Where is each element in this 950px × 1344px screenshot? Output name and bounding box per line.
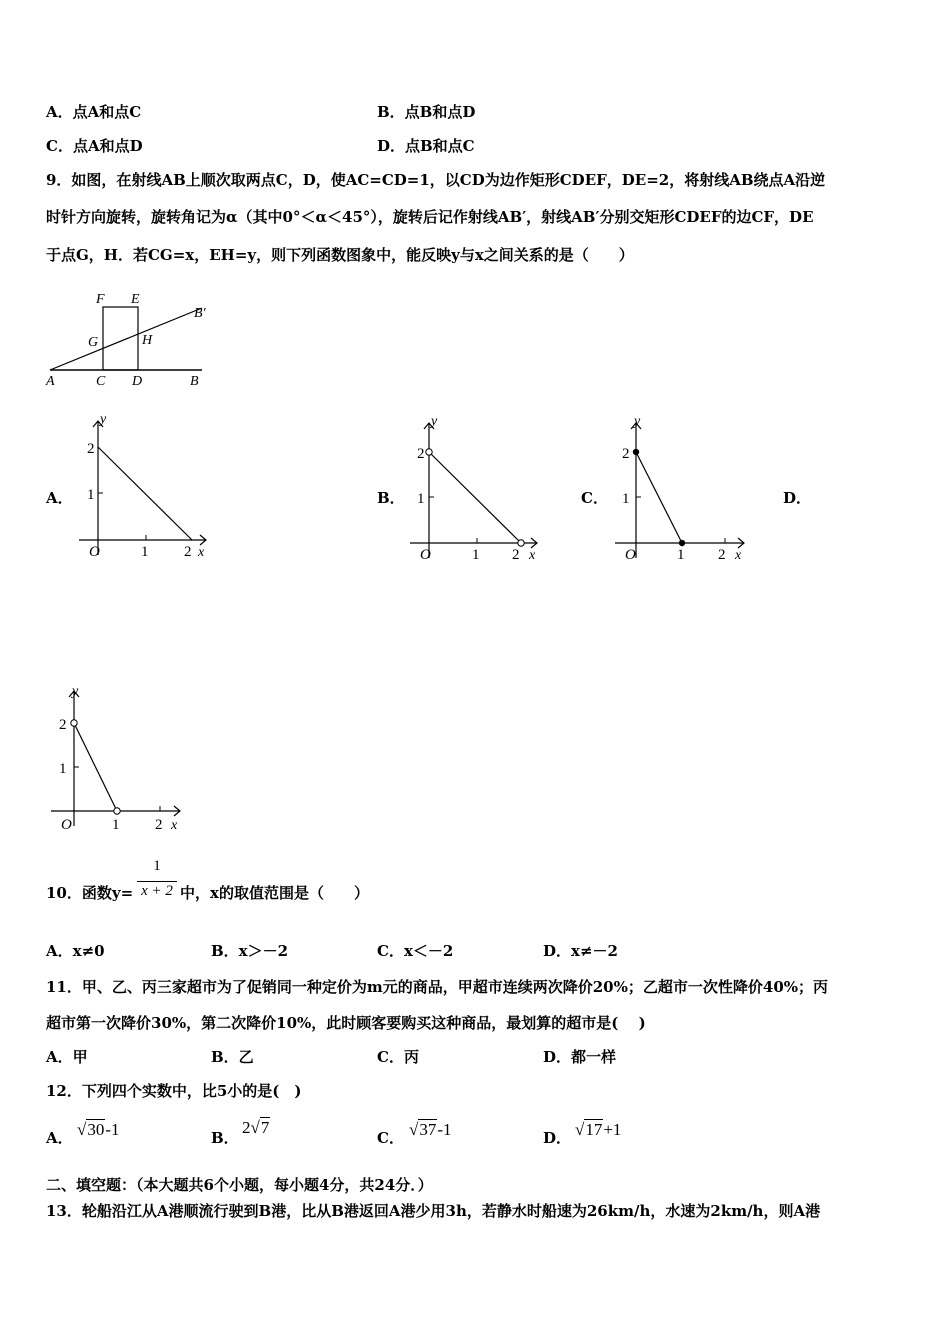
q9-geometry-figure [40, 285, 220, 390]
svg-text:O: O [61, 817, 72, 833]
svg-text:x: x [171, 818, 178, 833]
q10-option-d: D．x≠－2 [543, 942, 618, 960]
svg-text:1: 1 [141, 544, 149, 560]
q11-option-b: B．乙 [211, 1048, 254, 1066]
q8-option-c: C．点A和点D [46, 137, 143, 155]
q12-option-c-label: C． [377, 1129, 404, 1147]
svg-text:1: 1 [59, 761, 67, 777]
svg-text:x: x [198, 545, 205, 560]
svg-text:O: O [420, 547, 431, 563]
svg-text:2: 2 [512, 547, 520, 563]
q9-option-c-label: C． [581, 489, 608, 507]
q10-fraction-bar [137, 881, 177, 882]
q12-option-c-expr: √37-1 [409, 1120, 452, 1139]
q10-option-a: A．x≠0 [46, 942, 105, 960]
q9-stem-line3: 于点G，H．若CG=x，EH=y，则下列函数图象中，能反映y与x之间关系的是（ ） [46, 246, 634, 264]
svg-text:y: y [72, 684, 79, 699]
q9-stem-line1: 9．如图，在射线AB上顺次取两点C，D，使AC=CD=1，以CD为边作矩形CDEF，DE=2，将射线AB绕点A沿逆 [46, 171, 826, 189]
label-B: B [190, 374, 199, 389]
svg-text:O: O [625, 547, 636, 563]
svg-text:1: 1 [622, 491, 630, 507]
q12-option-a-expr: √30-1 [77, 1120, 120, 1139]
q12-option-b-expr: 2√7 [242, 1118, 270, 1137]
label-D: D [132, 374, 143, 389]
q12-stem: 12．下列四个实数中，比5小的是( ) [46, 1082, 302, 1100]
svg-text:2: 2 [622, 446, 630, 462]
svg-text:y: y [100, 412, 107, 427]
q11-option-c: C．丙 [377, 1048, 419, 1066]
svg-text:x: x [735, 548, 742, 563]
svg-text:2: 2 [184, 544, 192, 560]
svg-text:1: 1 [472, 547, 480, 563]
svg-text:2: 2 [417, 446, 425, 462]
q11-option-d: D．都一样 [543, 1048, 617, 1066]
q10-prefix: 10．函数y= [46, 884, 134, 902]
q13-stem-line1: 13．轮船沿江从A港顺流行驶到B港，比从B港返回A港少用3h，若静水时船速为26km/h，水速为2km/h，则A港 [46, 1202, 821, 1220]
q8-option-a: A．点A和点C [46, 103, 142, 121]
q10-fraction-numerator: 1 [153, 858, 161, 874]
q10-option-c: C．x＜－2 [377, 942, 454, 960]
label-C: C [96, 374, 106, 389]
label-Bprime: B′ [194, 306, 206, 321]
svg-text:2: 2 [155, 817, 163, 833]
svg-text:O: O [89, 544, 100, 560]
q8-option-d: D．点B和点C [377, 137, 475, 155]
svg-text:2: 2 [59, 717, 67, 733]
label-E: E [131, 292, 140, 307]
q10-suffix: 中，x的取值范围是（ ） [180, 884, 369, 902]
q11-option-a: A．甲 [46, 1048, 88, 1066]
q12-option-d-label: D． [543, 1129, 572, 1147]
svg-text:y: y [431, 414, 438, 429]
q11-stem-line2: 超市第一次降价30%，第二次降价10%，此时顾客要购买这种商品，最划算的超市是( ) [46, 1014, 646, 1032]
q10-fraction-denominator: x + 2 [141, 883, 173, 899]
svg-text:1: 1 [417, 491, 425, 507]
q9-graph-a [74, 413, 214, 563]
q9-graph-c [612, 413, 752, 563]
section2-heading: 二、填空题：（本大题共6个小题，每小题4分，共24分．） [46, 1176, 433, 1194]
q8-option-b: B．点B和点D [377, 103, 476, 121]
q9-stem-line2: 时针方向旋转，旋转角记为α（其中0°＜α＜45°），旋转后记作射线AB′，射线AB′分别交矩形CDEF的边CF，DE [46, 208, 814, 226]
svg-text:1: 1 [87, 487, 95, 503]
svg-text:x: x [529, 548, 536, 563]
q12-option-d-expr: √17+1 [575, 1120, 622, 1139]
svg-text:1: 1 [677, 547, 685, 563]
q9-graph-b [405, 413, 545, 563]
label-G: G [88, 335, 99, 350]
q10-option-b: B．x＞－2 [211, 942, 289, 960]
q12-option-a-label: A． [46, 1129, 73, 1147]
q11-stem-line1: 11．甲、乙、丙三家超市为了促销同一种定价为m元的商品，甲超市连续两次降价20%；乙超市一次性降价40%；丙 [46, 978, 829, 996]
svg-text:2: 2 [718, 547, 726, 563]
label-A: A [46, 374, 55, 389]
q9-option-d-label: D． [783, 489, 812, 507]
q9-option-b-label: B． [377, 489, 405, 507]
svg-text:y: y [634, 414, 641, 429]
label-H: H [142, 333, 153, 348]
q12-option-b-label: B． [211, 1129, 239, 1147]
q9-option-a-label: A． [46, 489, 73, 507]
svg-text:1: 1 [112, 817, 120, 833]
label-F: F [96, 292, 105, 307]
svg-text:2: 2 [87, 441, 95, 457]
q9-graph-d [48, 683, 188, 833]
